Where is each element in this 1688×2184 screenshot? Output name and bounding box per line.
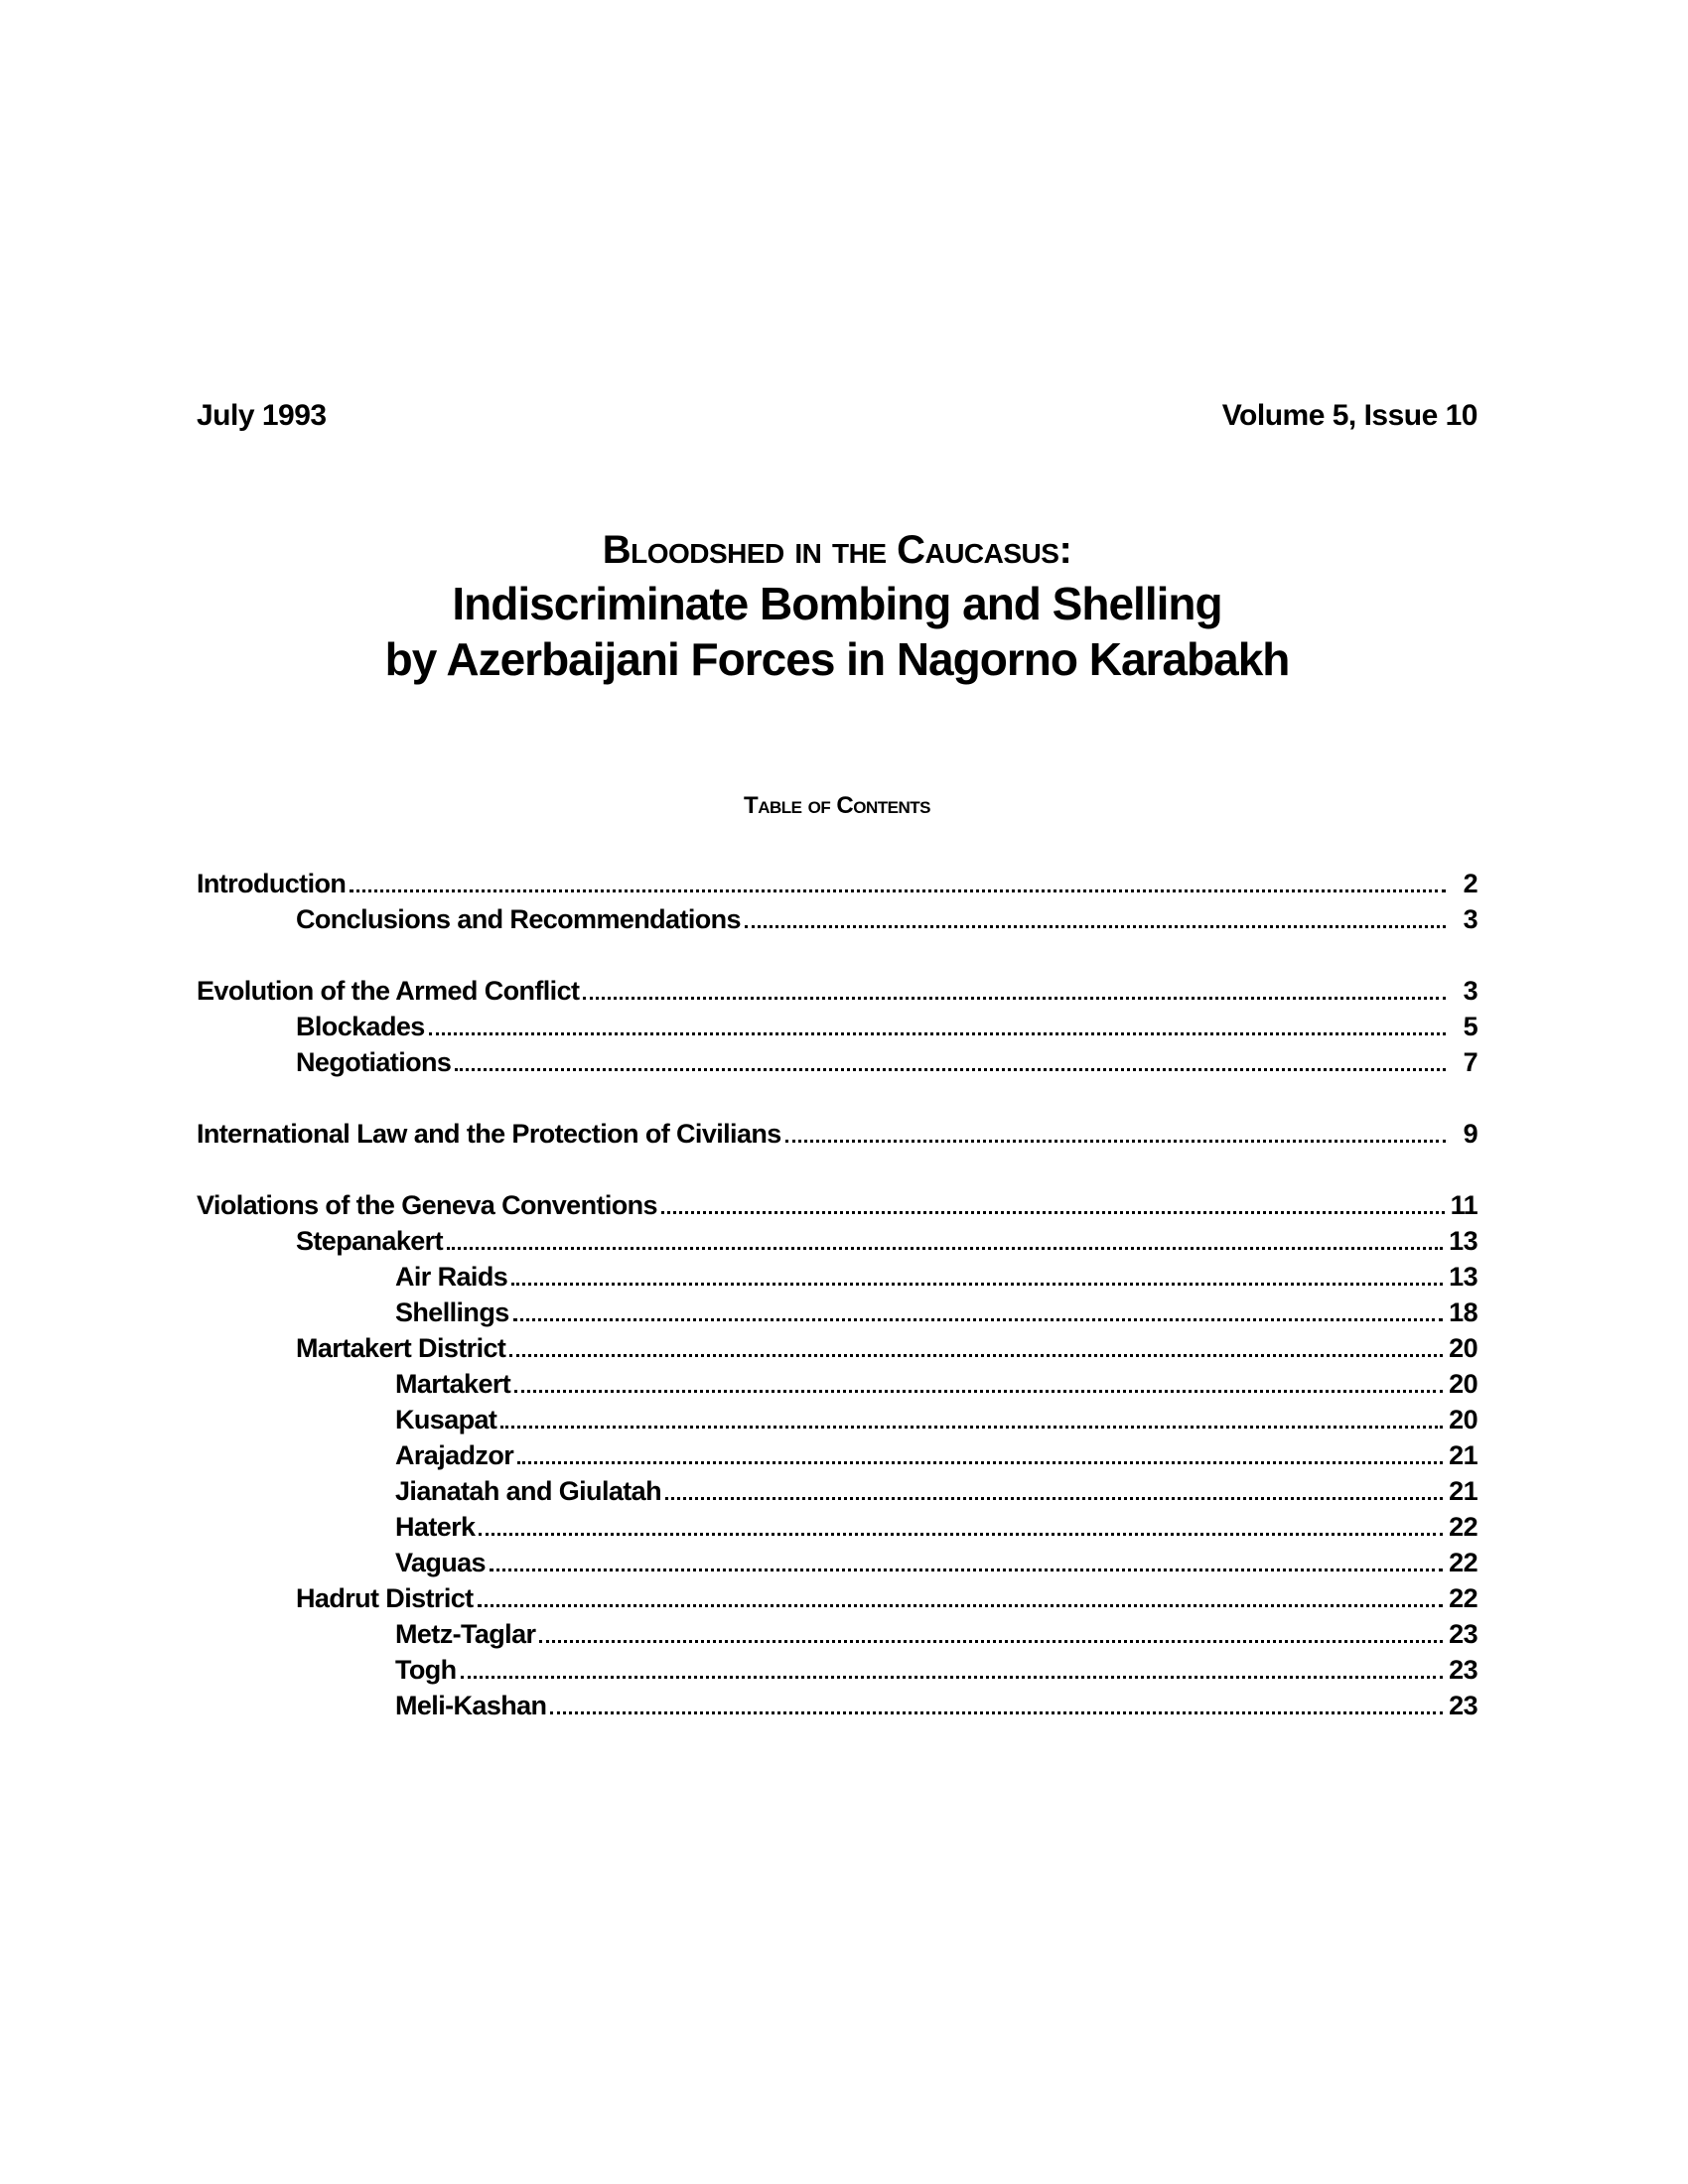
toc-entry-page-number: 21 bbox=[1449, 1440, 1477, 1470]
toc-leader-dots bbox=[511, 1283, 1443, 1286]
toc-entry-label: Air Raids bbox=[395, 1262, 508, 1292]
toc-entry bbox=[395, 1400, 1477, 1435]
toc-entry-label: Kusapat bbox=[395, 1405, 497, 1434]
toc-entry-page-number: 7 bbox=[1463, 1047, 1477, 1077]
toc-entry-label: Blockades bbox=[296, 1012, 425, 1041]
toc-leader-dots bbox=[539, 1640, 1443, 1643]
toc-leader-dots bbox=[461, 1676, 1444, 1679]
toc-heading: Table of Contents bbox=[744, 792, 930, 819]
toc-entry bbox=[395, 1543, 1477, 1578]
toc-entry-label: Conclusions and Recommendations bbox=[296, 904, 741, 934]
toc-entry-page-number: 18 bbox=[1449, 1297, 1477, 1327]
toc-entry-label: Vaguas bbox=[395, 1548, 486, 1577]
toc-entry-page-number: 21 bbox=[1449, 1476, 1477, 1506]
toc-leader-dots bbox=[665, 1497, 1443, 1500]
toc-entry bbox=[296, 1328, 1477, 1364]
toc-entry-page-number: 23 bbox=[1449, 1655, 1477, 1685]
toc-entry-label: Negotiations bbox=[296, 1047, 452, 1077]
toc-leader-dots bbox=[513, 1318, 1444, 1321]
title-line-3: by Azerbaijani Forces in Nagorno Karabakh bbox=[384, 633, 1290, 685]
toc-entry bbox=[395, 1293, 1477, 1328]
issue-date: July 1993 bbox=[197, 399, 327, 432]
toc-entry bbox=[296, 899, 1477, 935]
toc-entry-label: Stepanakert bbox=[296, 1226, 443, 1256]
toc-entry-label: Hadrut District bbox=[296, 1583, 474, 1613]
toc-leader-dots bbox=[455, 1068, 1446, 1071]
issue-volume: Volume 5, Issue 10 bbox=[1221, 399, 1477, 432]
toc-entry-label: Martakert District bbox=[296, 1333, 506, 1363]
toc-leader-dots bbox=[429, 1032, 1446, 1035]
toc-entry-label: Shellings bbox=[395, 1297, 509, 1327]
toc-entry-page-number: 2 bbox=[1463, 869, 1477, 898]
toc-leader-dots bbox=[661, 1211, 1445, 1214]
toc-entry bbox=[395, 1686, 1477, 1721]
toc-entry-page-number: 5 bbox=[1463, 1012, 1477, 1041]
toc-entry bbox=[395, 1507, 1477, 1543]
title-line-2: Indiscriminate Bombing and Shelling bbox=[452, 578, 1222, 629]
toc-leader-dots bbox=[514, 1390, 1443, 1393]
toc-entry-page-number: 3 bbox=[1463, 976, 1477, 1006]
toc-entry-label: Togh bbox=[395, 1655, 457, 1685]
toc-leader-dots bbox=[447, 1247, 1443, 1250]
toc-entry-page-number: 13 bbox=[1449, 1262, 1477, 1292]
title-line-1: Bloodshed in the Caucasus: bbox=[602, 528, 1072, 572]
toc-entry bbox=[395, 1471, 1477, 1507]
toc-entry bbox=[395, 1257, 1477, 1293]
report-title bbox=[197, 524, 1477, 687]
toc-leader-dots bbox=[478, 1604, 1444, 1607]
toc-entry-label: Arajadzor bbox=[395, 1440, 514, 1470]
toc-entry-page-number: 22 bbox=[1449, 1583, 1477, 1613]
toc-leader-dots bbox=[517, 1461, 1443, 1464]
toc-entry-page-number: 20 bbox=[1449, 1369, 1477, 1399]
toc-entry bbox=[197, 1185, 1477, 1221]
toc-entry-label: Evolution of the Armed Conflict bbox=[197, 976, 580, 1006]
toc-leader-dots bbox=[785, 1140, 1446, 1143]
toc-leader-dots bbox=[479, 1533, 1443, 1536]
toc-entry-label: Meli-Kashan bbox=[395, 1691, 547, 1720]
toc-leader-dots bbox=[350, 889, 1446, 892]
toc-entry-label: Violations of the Geneva Conventions bbox=[197, 1190, 657, 1220]
toc-entry bbox=[197, 1114, 1477, 1150]
toc-entry bbox=[296, 1221, 1477, 1257]
toc-entry bbox=[395, 1364, 1477, 1400]
toc-entry-label: Haterk bbox=[395, 1512, 476, 1542]
toc-entry-page-number: 13 bbox=[1449, 1226, 1477, 1256]
toc-entry bbox=[197, 864, 1477, 899]
toc-entry-page-number: 20 bbox=[1449, 1333, 1477, 1363]
toc-leader-dots bbox=[500, 1426, 1443, 1429]
toc-leader-dots bbox=[490, 1569, 1443, 1571]
toc-entry-page-number: 22 bbox=[1449, 1548, 1477, 1577]
toc-entry-page-number: 23 bbox=[1449, 1691, 1477, 1720]
toc-entry-label: Metz-Taglar bbox=[395, 1619, 536, 1649]
toc-entry bbox=[395, 1614, 1477, 1650]
toc-entry-page-number: 20 bbox=[1449, 1405, 1477, 1434]
toc-entry-page-number: 23 bbox=[1449, 1619, 1477, 1649]
toc-entry-label: Jianatah and Giulatah bbox=[395, 1476, 661, 1506]
toc-leader-dots bbox=[745, 925, 1446, 928]
toc-entry bbox=[296, 1042, 1477, 1078]
toc-entry-page-number: 11 bbox=[1450, 1190, 1477, 1220]
toc-entry bbox=[197, 971, 1477, 1007]
toc-entry bbox=[296, 1007, 1477, 1042]
issue-header bbox=[197, 399, 1477, 439]
toc-entry bbox=[395, 1435, 1477, 1471]
toc-leader-dots bbox=[509, 1354, 1443, 1357]
toc-entry-label: Martakert bbox=[395, 1369, 511, 1399]
toc-entry-page-number: 3 bbox=[1463, 904, 1477, 934]
toc-entry-page-number: 22 bbox=[1449, 1512, 1477, 1542]
toc-entry bbox=[395, 1650, 1477, 1686]
toc-leader-dots bbox=[583, 997, 1446, 1000]
toc-entry-label: Introduction bbox=[197, 869, 347, 898]
toc-entry-label: International Law and the Protection of Civilians bbox=[197, 1119, 781, 1149]
toc-entry bbox=[296, 1578, 1477, 1614]
toc-leader-dots bbox=[550, 1711, 1443, 1714]
toc-entry-page-number: 9 bbox=[1463, 1119, 1477, 1149]
